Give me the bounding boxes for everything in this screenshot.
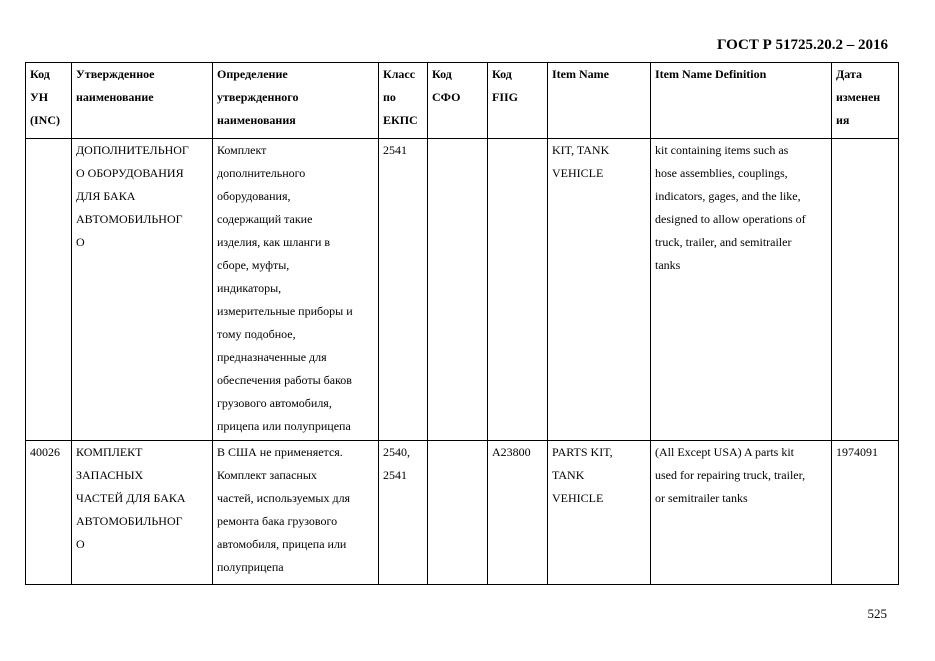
column-header-class: Класс по ЕКПС <box>379 63 428 139</box>
cell-change-date <box>832 139 899 441</box>
column-header-change-date: Дата изменен ия <box>832 63 899 139</box>
cell-class: 2541 <box>379 139 428 441</box>
column-header-item-name-definition: Item Name Definition <box>651 63 832 139</box>
column-header-item-name: Item Name <box>548 63 651 139</box>
column-header-fiig-code: Код FIIG <box>488 63 548 139</box>
column-header-approved-name: Утвержденное наименование <box>72 63 213 139</box>
cell-approved-name: КОМПЛЕКТ ЗАПАСНЫХ ЧАСТЕЙ ДЛЯ БАКА АВТОМОБИЛЬНОГ О <box>72 441 213 585</box>
cell-class: 2540, 2541 <box>379 441 428 585</box>
cell-name-definition: В США не применяется. Комплект запасных частей, используемых для ремонта бака грузового автомобиля, прицепа или полуприцепа <box>213 441 379 585</box>
cell-fiig-code: A23800 <box>488 441 548 585</box>
column-header-name-definition: Определение утвержденного наименования <box>213 63 379 139</box>
classification-table <box>25 62 899 585</box>
cell-sfo-code <box>428 441 488 585</box>
column-header-inc-code: Код УН (INC) <box>26 63 72 139</box>
cell-item-name: PARTS KIT, TANK VEHICLE <box>548 441 651 585</box>
cell-inc-code: 40026 <box>26 441 72 585</box>
cell-change-date: 1974091 <box>832 441 899 585</box>
cell-fiig-code <box>488 139 548 441</box>
table-row <box>26 441 899 585</box>
table-header-row <box>26 63 899 139</box>
cell-item-name-definition: (All Except USA) A parts kit used for repairing truck, trailer, or semitrailer tanks <box>651 441 832 585</box>
table-row <box>26 139 899 441</box>
cell-sfo-code <box>428 139 488 441</box>
cell-item-name: KIT, TANK VEHICLE <box>548 139 651 441</box>
cell-inc-code <box>26 139 72 441</box>
column-header-sfo-code: Код СФО <box>428 63 488 139</box>
page-number: 525 <box>867 606 887 621</box>
cell-approved-name: ДОПОЛНИТЕЛЬНОГ О ОБОРУДОВАНИЯ ДЛЯ БАКА АВТОМОБИЛЬНОГ О <box>72 139 213 441</box>
cell-name-definition: Комплект дополнительного оборудования, содержащий такие изделия, как шланги в сборе, муфты, индикаторы, измерительные приборы и тому подобное, предназначенные для обеспечения работы баков грузового автомобиля, прицепа или полуприцепа <box>213 139 379 441</box>
document-standard-header: ГОСТ Р 51725.20.2 – 2016 <box>716 37 888 53</box>
cell-item-name-definition: kit containing items such as hose assemblies, couplings, indicators, gages, and the like, designed to allow operations of truck, trailer, and semitrailer tanks <box>651 139 832 441</box>
